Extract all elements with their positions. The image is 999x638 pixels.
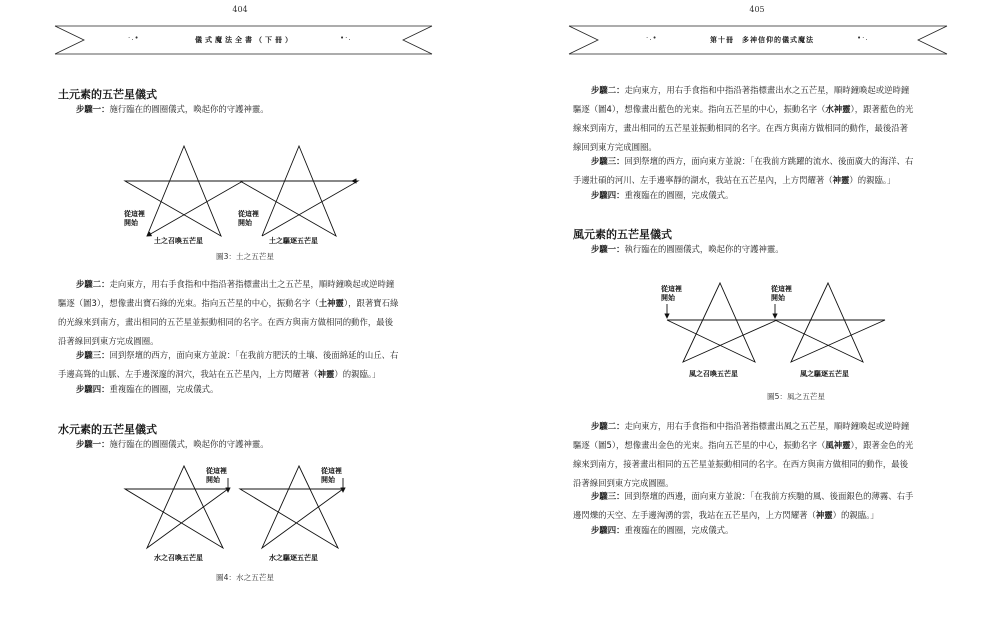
air-invoke-pentagram bbox=[667, 283, 777, 362]
figure-caption-3: 圖3：土之五芒星 bbox=[216, 252, 274, 261]
figure-water-pentagrams bbox=[110, 462, 370, 570]
header-ornament-right: •·. bbox=[340, 34, 352, 42]
figure-air-pentagrams bbox=[657, 280, 917, 384]
section-title-air: 風元素的五芒星儀式 bbox=[573, 228, 672, 241]
step-text: 施行臨在的圓圈儀式，喚起你的守護神靈。 bbox=[109, 104, 269, 114]
earth-step-2: 步驟二：走向東方，用右手食指和中指沿著指標畫出土之五芒星，順時鐘喚起或逆時鐘 驅逐（圖3），想像畫出寶石綠的光束。指向五芒星的中心，振動名字（土神靈），跟著寶石綠 的光線來到南方，畫出相同的五芒星並振動相同的名字。在西方與南方做相同的動作，最後 沿著線回到東方完成圓圈。 bbox=[58, 279, 399, 346]
earth-step-1 bbox=[76, 100, 269, 119]
earth-start-label-2: 開始 bbox=[124, 219, 138, 227]
page-number: 404 bbox=[232, 5, 248, 14]
figure-earth-pentagrams bbox=[110, 140, 370, 250]
earth-step-3: 步驟三：回到祭壇的西方，面向東方並說：「在我前方肥沃的土壤、後面綿延的山丘、右 手邊高聳的山脈、左手邊深邃的洞穴，我站在五芒星內，上方閃耀著（神靈）的親臨。」 bbox=[58, 350, 399, 379]
running-title: 儀式魔法全書（下冊） bbox=[195, 36, 295, 44]
water-banish-label: 水之驅逐五芒星 bbox=[269, 554, 318, 562]
earth-invoke-pentagram bbox=[125, 146, 243, 236]
air-step-3: 步驟三：回到祭壇的西邊，面向東方並說：「在我前方疾馳的風、後面銀色的薄霧、右手 邊閃爍的天空、左手邊洶湧的雲，我站在五芒星內，上方閃耀著（神靈）的親臨。」 bbox=[573, 491, 914, 520]
right-page bbox=[509, 0, 999, 638]
water-start-label-4: 開始 bbox=[321, 476, 335, 484]
earth-start-label-1: 從這裡 bbox=[124, 210, 145, 218]
water-start-label-3: 從這裡 bbox=[321, 467, 342, 475]
earth-invoke-label: 土之召喚五芒星 bbox=[154, 237, 203, 245]
earth-start-label-3: 從這裡 bbox=[238, 210, 259, 218]
air-start-label-1: 從這裡 bbox=[661, 285, 682, 293]
water-step-3: 步驟三：回到祭壇的西方，面向東方並說：「在我前方跳躍的流水、後面廣大的海洋、右 手邊壯碩的河川、左手邊寧靜的湖水，我站在五芒星內，上方閃耀著（神靈）的親臨。」 bbox=[573, 156, 914, 185]
air-start-label-3: 從這裡 bbox=[771, 285, 792, 293]
earth-start-label-4: 開始 bbox=[238, 219, 252, 227]
water-step-4: 步驟四：重複臨在的圓圈，完成儀式。 bbox=[591, 190, 734, 200]
page-number: 405 bbox=[749, 5, 765, 14]
header-ornament-right: •·. bbox=[857, 34, 869, 42]
air-start-label-2: 開始 bbox=[661, 294, 675, 302]
air-step-1: 步驟一：執行臨在的圓圈儀式，喚起你的守護神靈。 bbox=[591, 244, 784, 254]
header-ornament-left: ·.• bbox=[128, 34, 140, 42]
header-ornament-left: ·.• bbox=[646, 34, 658, 42]
air-step-4: 步驟四：重複臨在的圓圈，完成儀式。 bbox=[591, 525, 734, 535]
section-title-earth: 土元素的五芒星儀式 bbox=[58, 88, 157, 101]
water-invoke-label: 水之召喚五芒星 bbox=[154, 554, 203, 562]
air-step-2: 步驟二：走向東方，用右手食指和中指沿著指標畫出風之五芒星，順時鐘喚起或逆時鐘 驅逐（圖5），想像畫出金色的光束。指向五芒星的中心，振動名字（風神靈），跟著金色的光 線來到南方，接著畫出相同的五芒星並振動相同的名字。在西方與南方做相同的動作，最後 沿著線回到東方完成圓圈。 bbox=[573, 421, 914, 488]
running-title: 第十冊 多神信仰的儀式魔法 bbox=[710, 36, 814, 44]
left-page bbox=[0, 0, 490, 638]
water-start-label-1: 從這裡 bbox=[206, 467, 227, 475]
air-banish-pentagram bbox=[775, 283, 885, 362]
figure-caption-4: 圖4：水之五芒星 bbox=[216, 573, 274, 582]
water-start-label-2: 開始 bbox=[206, 476, 220, 484]
air-invoke-label: 風之召喚五芒星 bbox=[689, 370, 738, 378]
section-title-water: 水元素的五芒星儀式 bbox=[58, 423, 157, 436]
step-label: 步驟一： bbox=[76, 104, 110, 114]
earth-step-4: 步驟四：重複臨在的圓圈，完成儀式。 bbox=[76, 384, 219, 394]
earth-banish-label: 土之驅逐五芒星 bbox=[269, 237, 318, 245]
air-banish-label: 風之驅逐五芒星 bbox=[800, 370, 849, 378]
air-start-label-4: 開始 bbox=[771, 294, 785, 302]
water-step-2: 步驟二：走向東方，用右手食指和中指沿著指標畫出水之五芒星，順時鐘喚起或逆時鐘 驅逐（圖4），想像畫出藍色的光束。指向五芒星的中心，振動名字（水神靈），跟著藍色的光 線來到南方，畫出相同的五芒星並振動相同的名字。在西方與南方做相同的動作，最後沿著 線回到東方完成圓圈。 bbox=[573, 85, 914, 152]
figure-caption-5: 圖5：風之五芒星 bbox=[767, 392, 825, 401]
water-step-1: 步驟一：施行臨在的圓圈儀式，喚起你的守護神靈。 bbox=[76, 439, 269, 449]
earth-banish-pentagram bbox=[240, 146, 358, 236]
